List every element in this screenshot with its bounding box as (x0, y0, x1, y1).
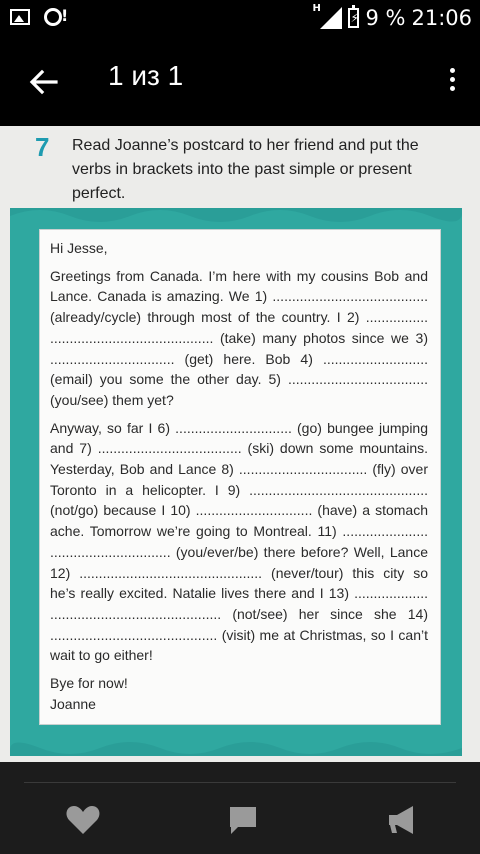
more-options-button[interactable] (444, 64, 460, 100)
exercise-number: 7 (35, 132, 50, 162)
signal-icon (312, 3, 342, 29)
network-type: H (312, 3, 321, 14)
postcard-paragraph-2: Anyway, so far I 6) .............................. (go) bungee jumping and 7) ..................................... (ski) down some mountains. Yesterday, Bob and Lance 8) ................................. (fly) over Toronto in a helicopter. I 9) .............................................. (not/go) because I 10) .............................. (have) a stomach ache. Tomorrow we’re going to Montreal. 11) ...................... ............................... (you/ever/be) there before? Well, Lance 12) ............................................... (never/tour) this city so he’s really excited. Natalie lives there and I 13) ................... ............................................ (not/see) her since she 14) ........................................... (visit) me at Christmas, so I can’t wait to go either! (50, 419, 428, 664)
gallery-notification-icon (10, 9, 30, 25)
postcard-text (50, 238, 428, 721)
like-button[interactable] (63, 800, 103, 840)
back-button[interactable] (24, 62, 64, 102)
postcard-paragraph-1: Greetings from Canada. I’m here with my cousins Bob and Lance. Canada is amazing. We 1) ........................................ (already/cycle) through most of the country. I 2) ................ .......................................... (take) many photos since we 3) ................................ (get) here. Bob 4) ........................... (email) you some the other day. 5) .................................... (you/see) them yet? (50, 267, 428, 408)
exercise-instruction: Read Joanne’s postcard to her friend and put the verbs in brackets into the past simple or present perfect. (72, 137, 419, 202)
postcard (40, 230, 440, 724)
postcard-greeting: Hi Jesse, (50, 240, 108, 256)
chat-alert-notification-icon (44, 8, 62, 26)
battery-level: 9 % (365, 6, 406, 30)
arrow-back-icon (24, 62, 64, 102)
image-viewer[interactable] (0, 126, 480, 762)
postcard-signature: Joanne (50, 695, 96, 712)
share-button[interactable] (383, 800, 423, 840)
heart-icon (63, 800, 103, 840)
divider (24, 782, 456, 783)
page-counter-title: 1 из 1 (108, 60, 184, 91)
clock: 21:06 (411, 6, 472, 30)
comment-icon (223, 800, 263, 840)
comment-button[interactable] (223, 800, 263, 840)
postcard-closing: Bye for now! (50, 675, 128, 692)
megaphone-icon (383, 800, 423, 840)
app-bar (0, 38, 480, 126)
status-bar (0, 0, 480, 38)
battery-icon: ⚡ (348, 8, 359, 28)
bottom-action-bar (0, 762, 480, 854)
